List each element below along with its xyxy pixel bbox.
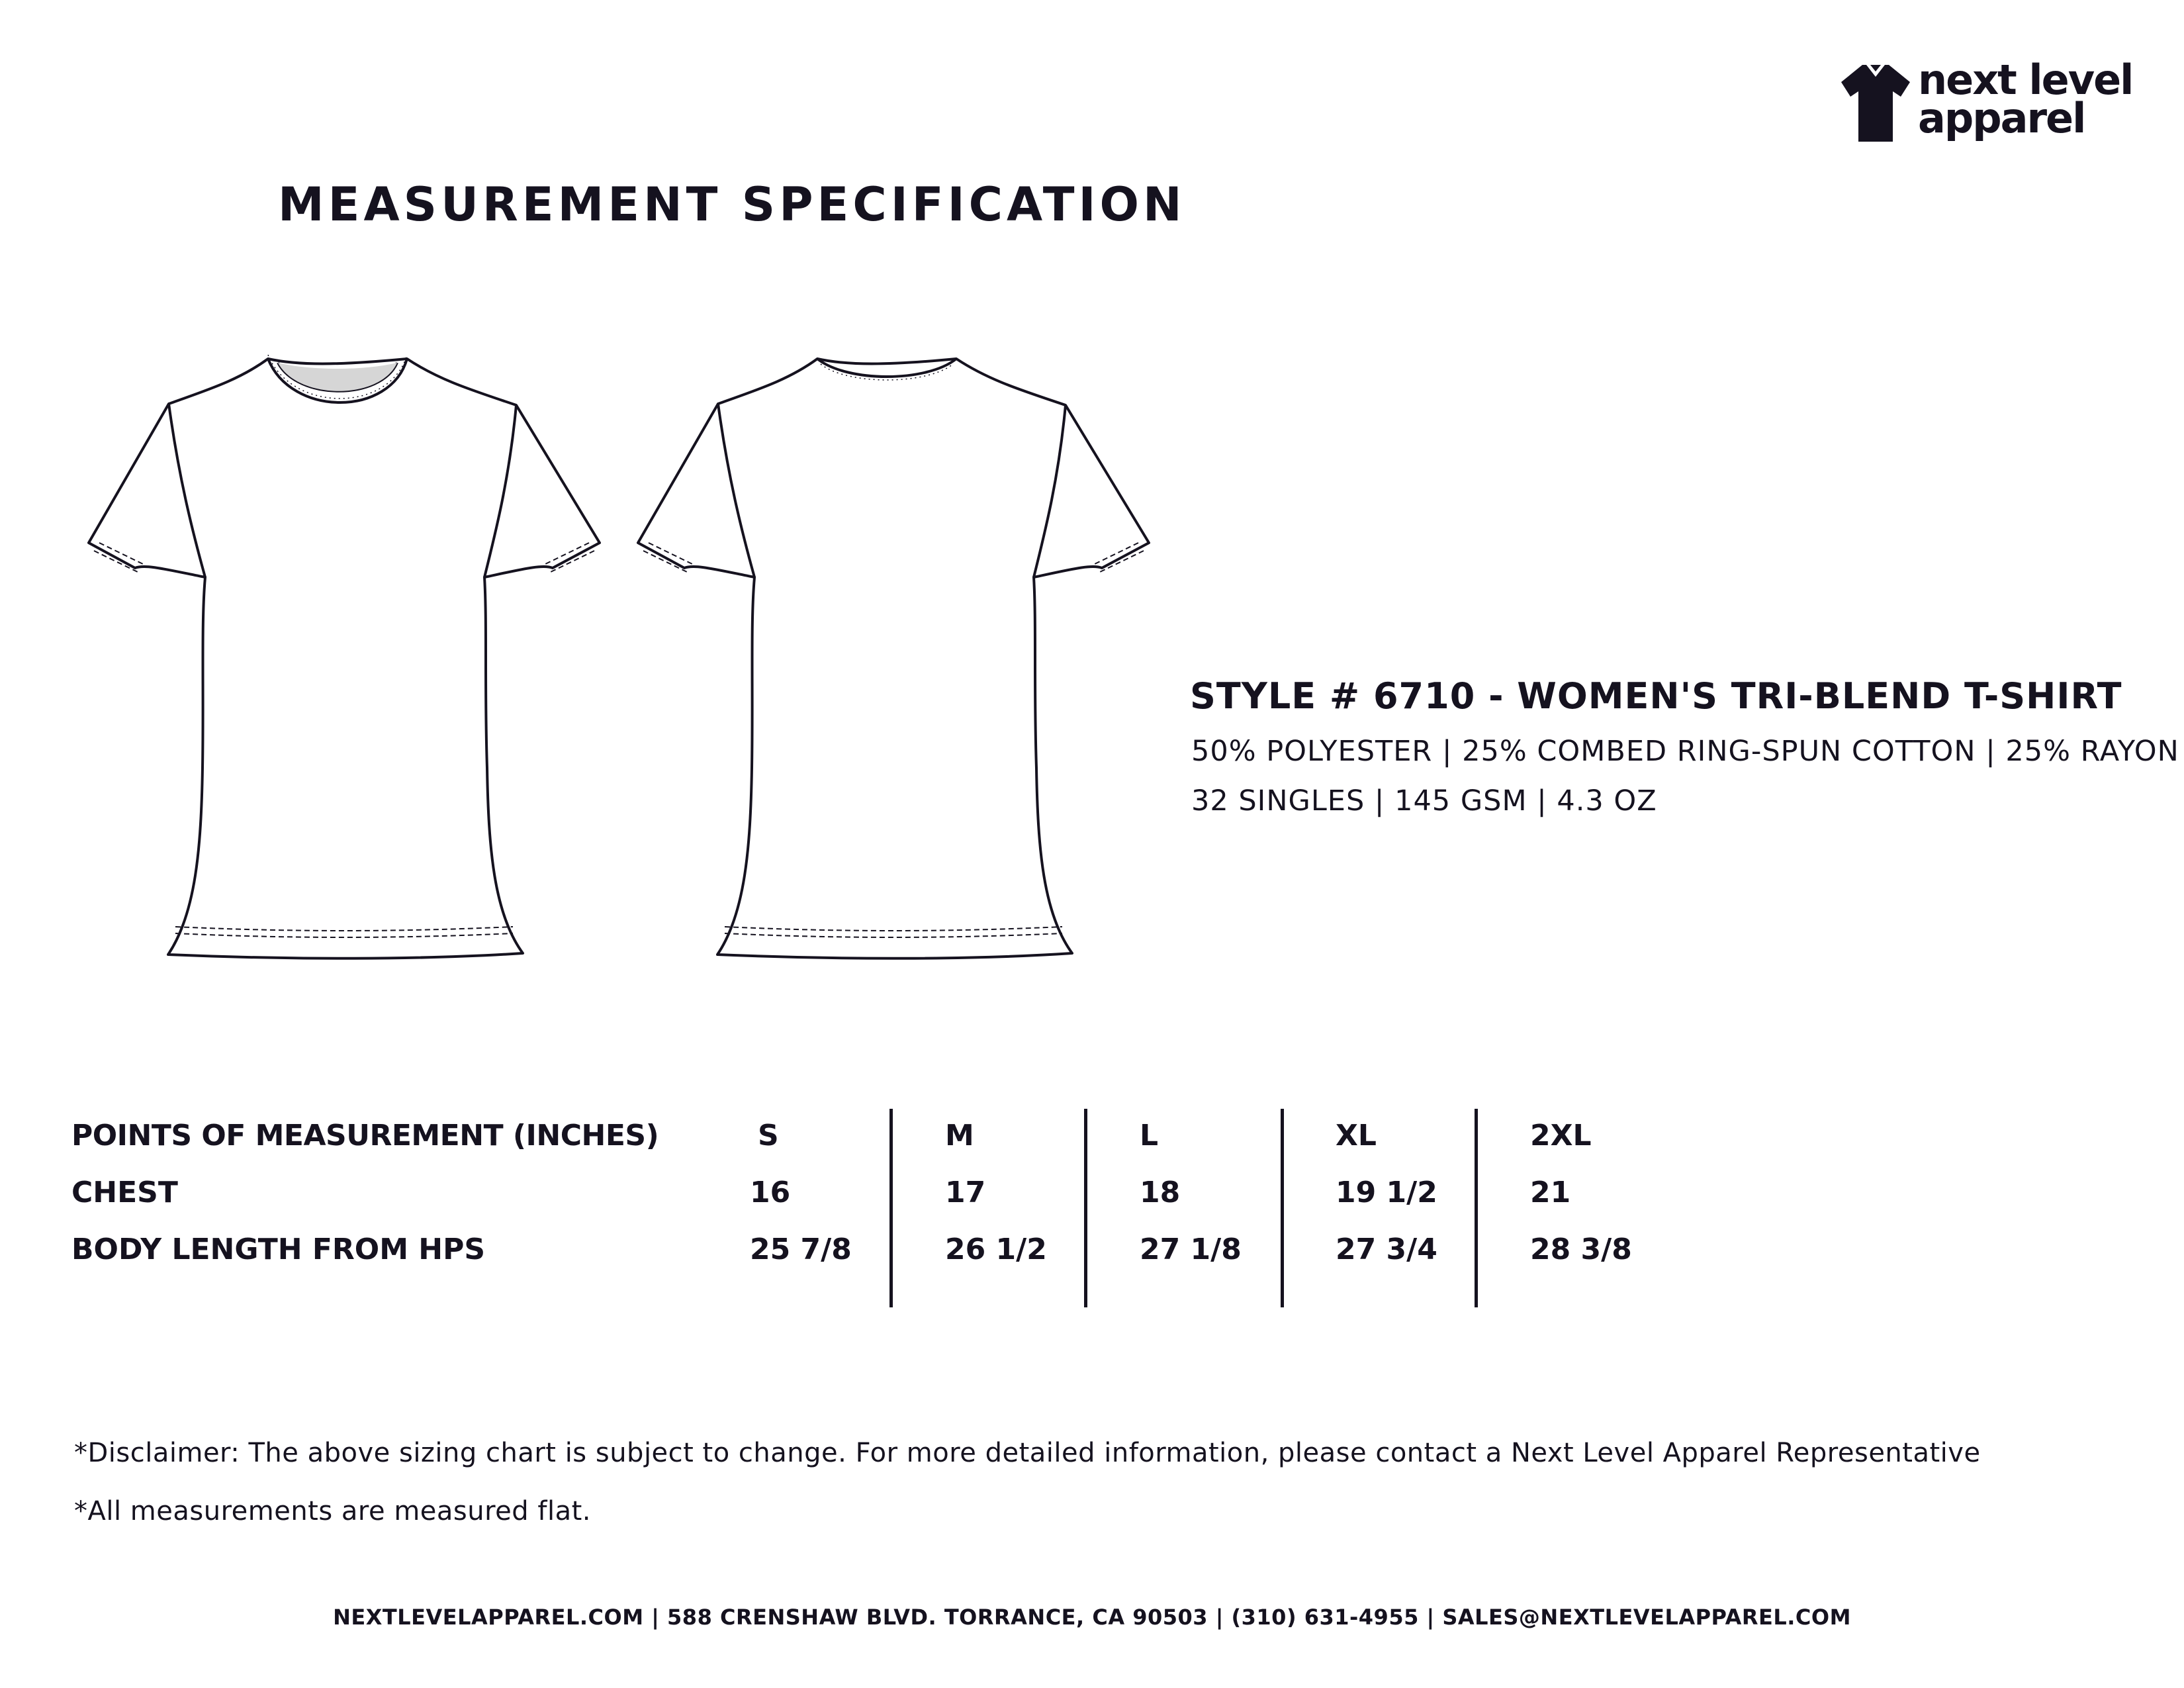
column-divider: [1475, 1109, 1478, 1307]
column-divider: [889, 1109, 893, 1307]
table-cell: 21: [1530, 1176, 1571, 1209]
table-cell: 19 1/2: [1336, 1176, 1437, 1209]
disclaimer-note: *Disclaimer: The above sizing chart is subject to change. For more detailed information, please contact a Next Level Apparel Representative: [74, 1438, 1981, 1468]
table-cell: 26 1/2: [945, 1233, 1047, 1266]
table-cell: 25 7/8: [750, 1233, 852, 1266]
brand-logo: [1840, 58, 2158, 144]
size-header-l: L: [1140, 1119, 1159, 1152]
logo-text-line-2: apparel: [1918, 94, 2085, 142]
column-divider: [1084, 1109, 1087, 1307]
size-header-xl: XL: [1336, 1119, 1377, 1152]
row-label-body-length: BODY LENGTH FROM HPS: [71, 1233, 486, 1266]
logo-text-line-1: next level: [1918, 56, 2133, 104]
column-divider: [1281, 1109, 1284, 1307]
size-header-s: S: [758, 1119, 779, 1152]
measurement-note: *All measurements are measured flat.: [74, 1496, 591, 1526]
size-header-2xl: 2XL: [1530, 1119, 1592, 1152]
footer-contact: NEXTLEVELAPPAREL.COM | 588 CRENSHAW BLVD. TORRANCE, CA 90503 | (310) 631-4955 | SALES@NEXTLEVELAPPAREL.COM: [333, 1605, 1851, 1630]
t-shirt-icon: [1840, 62, 1911, 143]
table-cell: 28 3/8: [1530, 1233, 1632, 1266]
page-title: MEASUREMENT SPECIFICATION: [278, 177, 1186, 232]
table-cell: 18: [1140, 1176, 1181, 1209]
table-cell: 27 1/8: [1140, 1233, 1242, 1266]
table-header-label: POINTS OF MEASUREMENT (INCHES): [71, 1119, 659, 1152]
table-cell: 27 3/4: [1336, 1233, 1437, 1266]
style-title: STYLE # 6710 - WOMEN'S TRI-BLEND T-SHIRT: [1190, 675, 2122, 717]
table-cell: 17: [945, 1176, 986, 1209]
fabric-composition: 50% POLYESTER | 25% COMBED RING-SPUN COTTON | 25% RAYON: [1191, 735, 2179, 768]
table-cell: 16: [750, 1176, 791, 1209]
shirt-back-drawing: [629, 344, 1158, 966]
size-header-m: M: [945, 1119, 974, 1152]
row-label-chest: CHEST: [71, 1176, 178, 1209]
shirt-front-drawing: [79, 344, 609, 966]
fabric-weight: 32 SINGLES | 145 GSM | 4.3 OZ: [1191, 784, 1657, 818]
